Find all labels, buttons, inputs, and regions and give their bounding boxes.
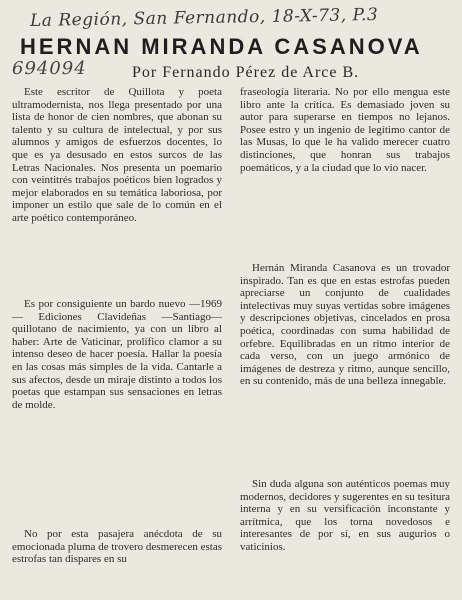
handwritten-source-note: La Región, San Fernando, 18-X-73, P.3: [29, 4, 379, 32]
paragraph: Sin duda alguna son auténticos poemas muy modernos, decidores y sugerentes en su tesitura interna y en su versificación inconstante y arrítmica, que los torna novedosos e interesantes de por sí, en sus augurios o vaticinios.: [240, 478, 450, 553]
handwritten-id-number: 694094: [12, 58, 87, 79]
paragraph: fraseología literaria. No por ello mengua este libro ante la crítica. Es demasiado joven su autor para superarse en tiempos no lejanos. Posee estro y un ingenio de legítimo cantor de las Musas, lo que le ha valido merecer cuatro distinciones, que honran sus trabajos poemáticos, y a la ciudad que lo vio nacer.: [240, 86, 450, 174]
right-column-paragraph-2: [240, 262, 450, 388]
paragraph: Este escritor de Quillota y poeta ultramodernista, nos llega presentado por una lista de honor de cien nombres, que abonan su talento y su cultura de intelectual, y por sus alumnos y amigos de esfuerzos docentes, lo que es ya desusado en estos surcos de las Letras Nacionales. Nos presenta un poemario con veintitrés trabajos poéticos bien logrados y mejor elaborados en su temática laboriosa, por imponer un estilo que sale de lo común en el arte poético contemporáneo.: [12, 86, 222, 224]
right-column-paragraph-3: [240, 478, 450, 554]
left-column-paragraph-3: [12, 528, 222, 566]
paragraph: Es por consiguiente un bardo nuevo —1969— Ediciones Clavideñas —Santiago— quillotano de nacimiento, ya con un libro al haber: Arte de Vaticinar, prolífico clamor a su intenso deseo de hacer poesía. Hallar la poesía en las cosas más simples de la vida. Cantarle a sus afectos, desde un miraje distinto a todos los poetas que estampan sus sensaciones en letras de molde.: [12, 298, 222, 411]
paragraph: No por esta pasajera anécdota de su emocionada pluma de trovero desmerecen estas estrofas tan dispares en su: [12, 528, 222, 566]
article-byline: Por Fernando Pérez de Arce B.: [132, 64, 360, 81]
paragraph: Hernán Miranda Casanova es un trovador inspirado. Tan es que en estas estrofas pueden apreciarse un conjunto de cualidades intelectivas muy suyas vertidas sobre imágenes y descripciones objetivas, cincelados en prosa poética, coordinadas con suma habilidad de orfebre. Equilibradas en un ritmo interior de cada verso, con un juego armónico de imágenes de destreza y ritmo, aunque sencillo, en su contenido, más de una belleza innegable.: [240, 262, 450, 388]
left-column-paragraph-1: [12, 86, 222, 225]
right-column-paragraph-1: [240, 86, 450, 174]
left-column-paragraph-2: [12, 298, 222, 411]
article-title: HERNAN MIRANDA CASANOVA: [20, 34, 423, 59]
